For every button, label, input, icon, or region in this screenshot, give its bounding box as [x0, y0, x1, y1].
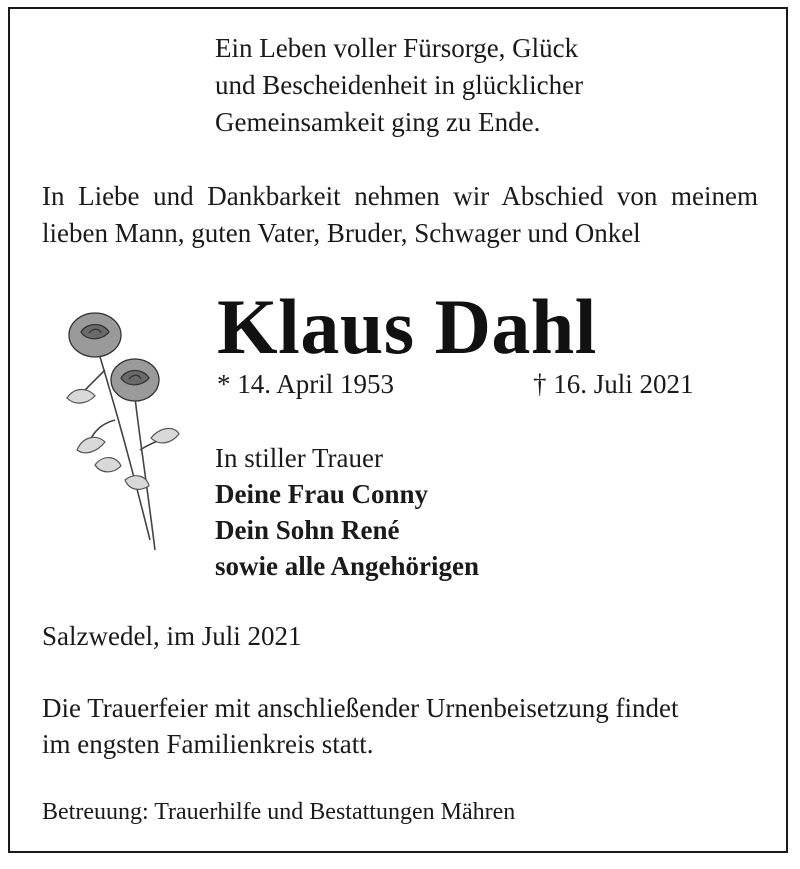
mourning-intro: In stiller Trauer — [215, 443, 383, 473]
birth-date: * 14. April 1953 — [217, 369, 395, 399]
death-date: † 16. Juli 2021 — [533, 369, 694, 399]
motto — [215, 30, 583, 141]
farewell-intro: In Liebe und Dankbarkeit nehmen wir Abschied von meinem lieben Mann, guten Vater, Bruder, Schwager und Onkel — [42, 181, 758, 248]
mourner-name: sowie alle Angehörigen — [215, 551, 479, 581]
motto-line: Gemeinsamkeit ging zu Ende. — [215, 107, 541, 137]
undertaker-credit: Betreuung: Trauerhilfe und Bestattungen Mähren — [42, 799, 516, 825]
place-date: Salzwedel, im Juli 2021 — [42, 621, 302, 651]
mourners — [215, 440, 479, 584]
service-line: im engsten Familienkreis statt. — [42, 729, 374, 759]
funeral-service-note — [42, 690, 762, 762]
rose-icon — [55, 300, 185, 560]
motto-line: Ein Leben voller Fürsorge, Glück — [215, 33, 579, 63]
motto-line: und Bescheidenheit in glücklicher — [215, 70, 584, 100]
mourner-name: Deine Frau Conny — [215, 479, 429, 509]
service-line: Die Trauerfeier mit anschließender Urnenbeisetzung findet — [42, 693, 679, 723]
deceased-name: Klaus Dahl — [217, 283, 597, 370]
mourner-name: Dein Sohn René — [215, 515, 400, 545]
